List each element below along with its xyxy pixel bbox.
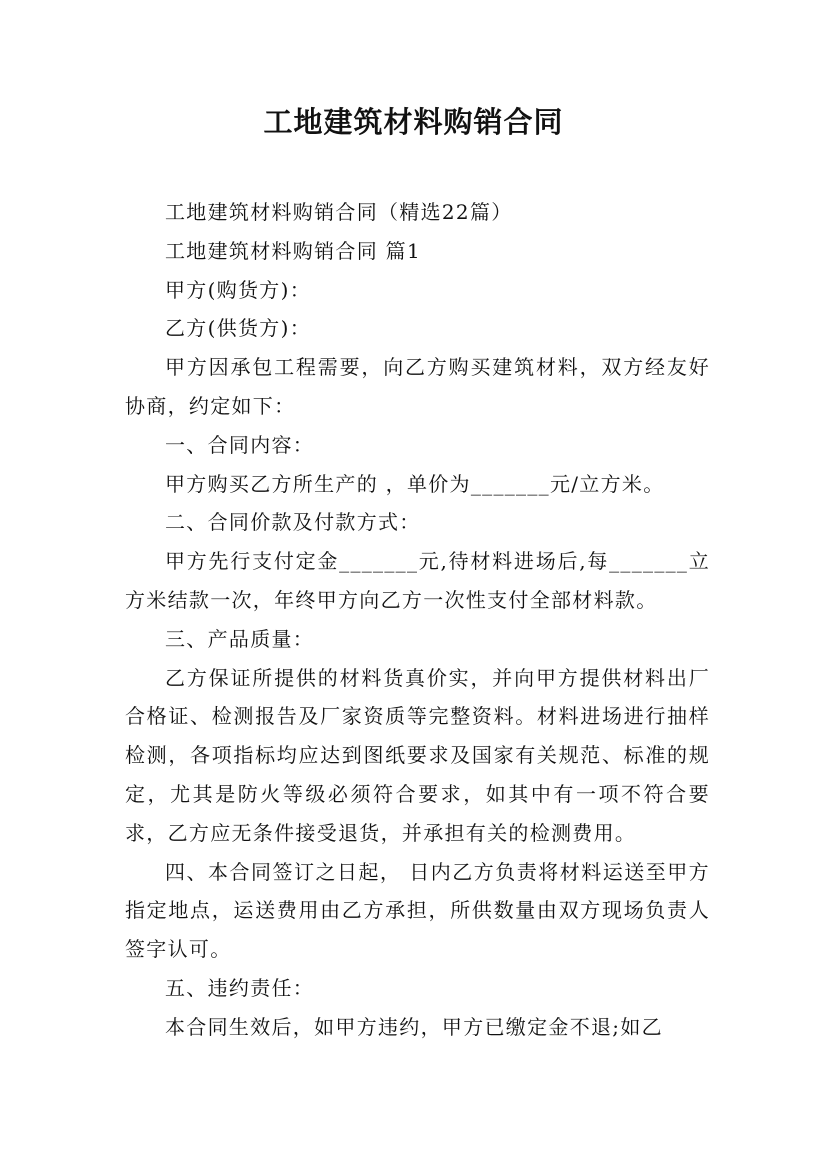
paragraph: 本合同生效后，如甲方违约，甲方已缴定金不退;如乙 <box>165 1014 663 1039</box>
paragraph: 五、违约责任： <box>165 975 315 1000</box>
paragraph: 甲方先行支付定金_______元,待材料进场后,每_______立方米结款一次，年终甲方向乙方一次性支付全部材料款。 <box>125 549 710 612</box>
paragraph: 工地建筑材料购销合同（精选22篇） <box>165 200 513 224</box>
paragraph: 甲方因承包工程需要，向乙方购买建筑材料，双方经友好协商，约定如下： <box>125 355 710 418</box>
document-title: 工地建筑材料购销合同 <box>263 105 564 139</box>
paragraph: 甲方购买乙方所生产的 ，单价为_______元/立方米。 <box>165 471 665 496</box>
paragraph: 一、合同内容： <box>165 432 315 457</box>
document-body <box>125 193 710 1047</box>
paragraph: 乙方(供货方)： <box>165 316 312 341</box>
paragraph: 甲方(购货方)： <box>165 277 312 302</box>
paragraph: 工地建筑材料购销合同 篇1 <box>165 238 421 263</box>
paragraph: 四、本合同签订之日起， 日内乙方负责将材料运送至甲方指定地点，运送费用由乙方承担，所供数量由双方现场负责人签字认可。 <box>125 859 710 962</box>
paragraph: 三、产品质量： <box>165 626 315 651</box>
paragraph: 二、合同价款及付款方式： <box>165 510 421 535</box>
paragraph: 乙方保证所提供的材料货真价实，并向甲方提供材料出厂合格证、检测报告及厂家资质等完整资料。材料进场进行抽样检测，各项指标均应达到图纸要求及国家有关规范、标准的规定，尤其是防火等级必须符合要求，如其中有一项不符合要求，乙方应无条件接受退货，并承担有关的检测费用。 <box>125 665 710 845</box>
